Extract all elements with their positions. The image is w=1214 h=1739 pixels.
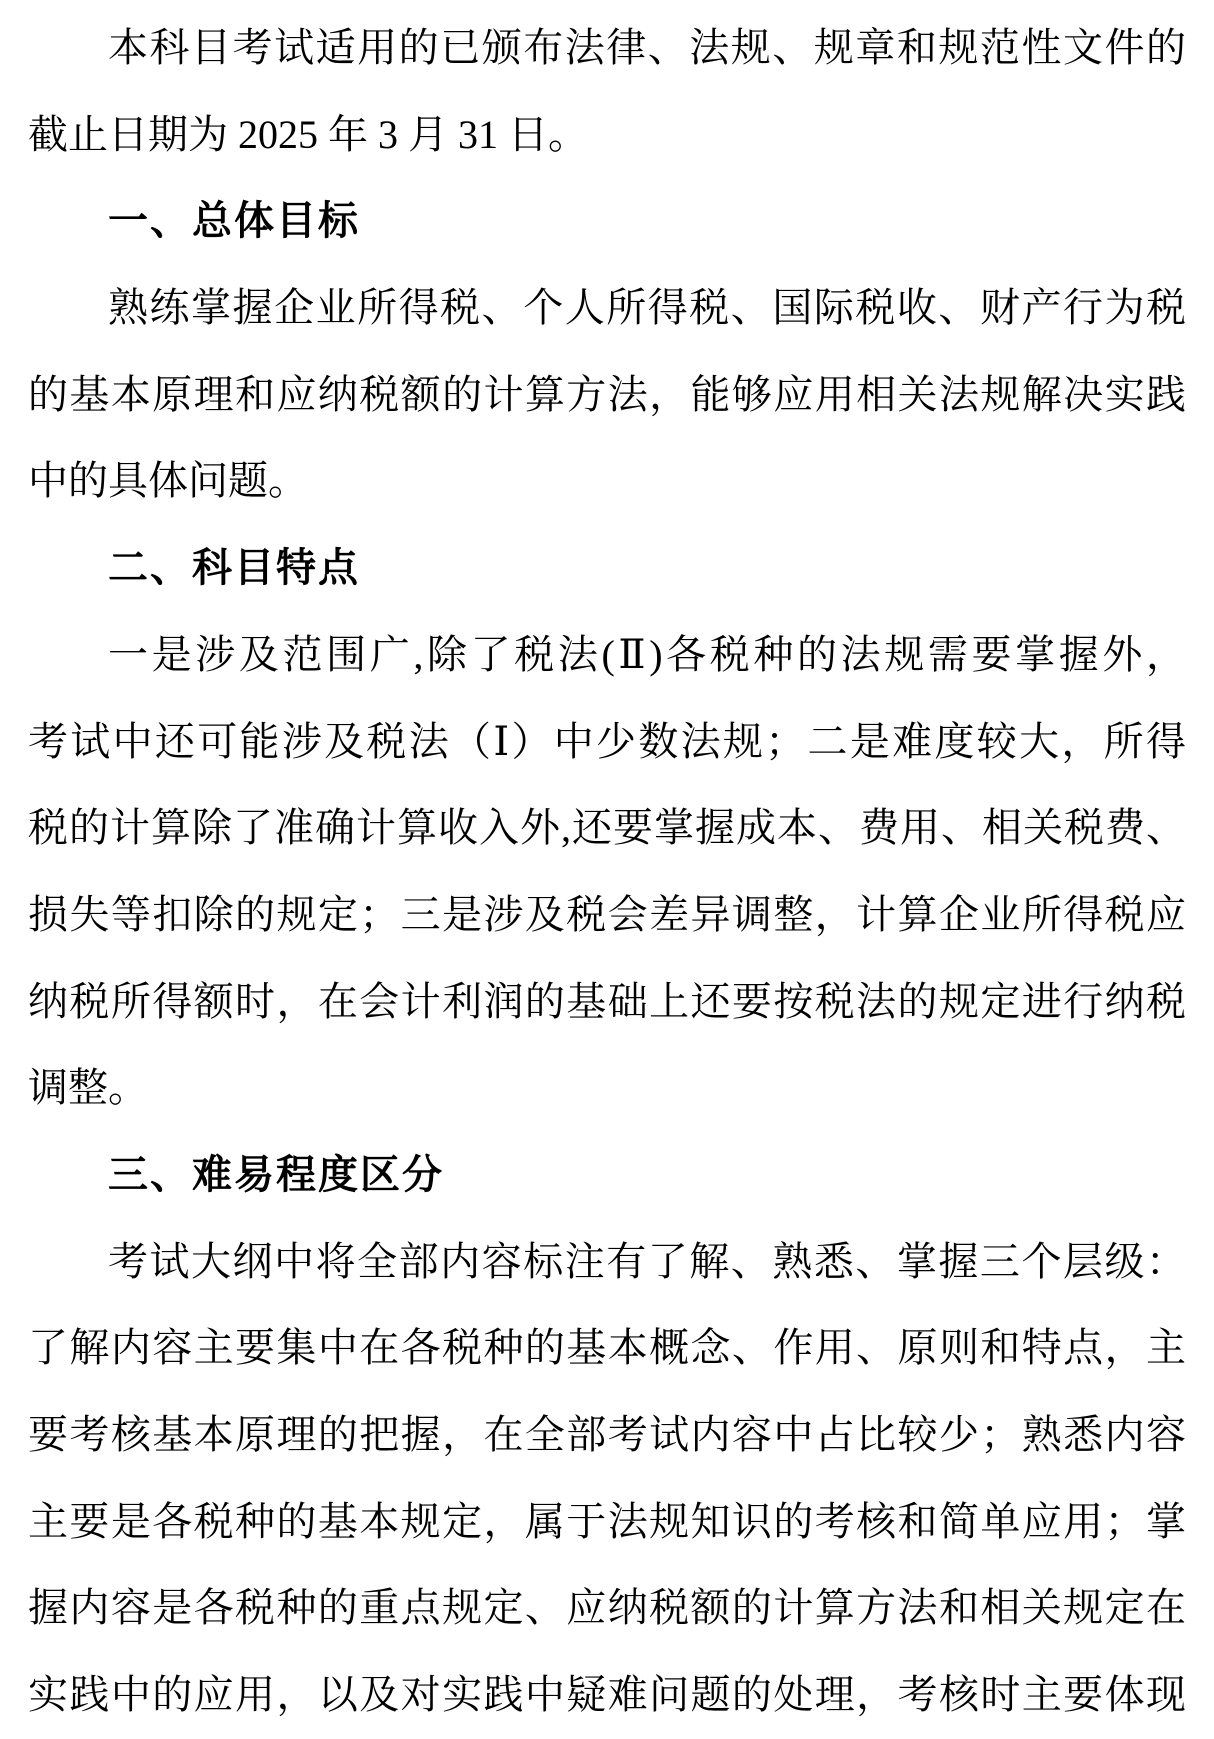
section-heading-3: 三、难易程度区分 xyxy=(108,1151,444,1197)
paragraph-line: 税的计算除了准确计算收入外,还要掌握成本、费用、相关税费、 xyxy=(28,805,1186,851)
section-heading-2: 二、科目特点 xyxy=(108,545,360,591)
paragraph-line: 纳税所得额时，在会计利润的基础上还要按税法的规定进行纳税 xyxy=(28,978,1186,1024)
paragraph-line: 考试中还可能涉及税法（Ⅰ）中少数法规；二是难度较大，所得 xyxy=(28,718,1186,764)
paragraph-line: 损失等扣除的规定；三是涉及税会差异调整，计算企业所得税应 xyxy=(28,891,1186,937)
paragraph-line: 要考核基本原理的把握，在全部考试内容中占比较少；熟悉内容 xyxy=(28,1412,1186,1457)
paragraph-line: 截止日期为 2025 年 3 月 31 日。 xyxy=(28,111,588,157)
paragraph-line: 实践中的应用，以及对实践中疑难问题的处理，考核时主要体现 xyxy=(28,1672,1186,1718)
paragraph-line: 考试大纲中将全部内容标注有了解、熟悉、掌握三个层级： xyxy=(108,1238,1186,1284)
paragraph-line: 了解内容主要集中在各税种的基本概念、作用、原则和特点，主 xyxy=(28,1325,1186,1371)
paragraph-line: 的基本原理和应纳税额的计算方法，能够应用相关法规解决实践 xyxy=(28,371,1186,417)
paragraph-line: 主要是各税种的基本规定，属于法规知识的考核和简单应用；掌 xyxy=(28,1498,1186,1544)
section-heading-1: 一、总体目标 xyxy=(108,198,360,244)
paragraph-line: 握内容是各税种的重点规定、应纳税额的计算方法和相关规定在 xyxy=(28,1585,1186,1631)
paragraph-line: 调整。 xyxy=(28,1065,148,1111)
paragraph-line: 本科目考试适用的已颁布法律、法规、规章和规范性文件的 xyxy=(108,25,1186,70)
paragraph-line: 一是涉及范围广,除了税法(Ⅱ)各税种的法规需要掌握外， xyxy=(108,631,1186,677)
paragraph-line: 熟练掌握企业所得税、个人所得税、国际税收、财产行为税 xyxy=(108,285,1186,331)
paragraph-line: 中的具体问题。 xyxy=(28,458,308,504)
